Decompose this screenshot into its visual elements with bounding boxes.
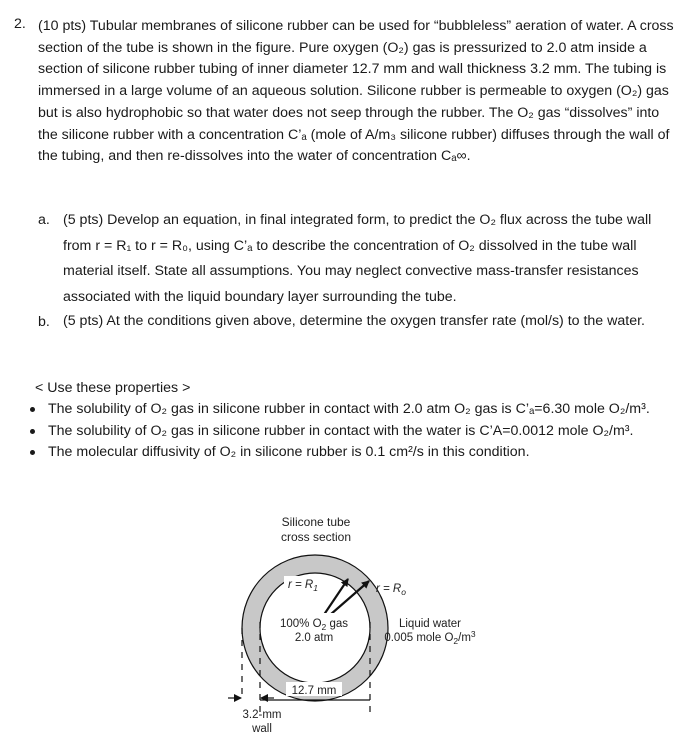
part-b-text: (5 pts) At the conditions given above, determine the oxygen transfer rate (mol/s) to the water. [63, 313, 645, 329]
property-text: The solubility of O₂ gas in silicone rubber in contact with 2.0 atm O₂ gas is C’ₐ=6.30 mole O₂/m³. [48, 401, 650, 417]
gas-label: 100% $O_2$ gas [279, 618, 349, 632]
part-a-text: (5 pts) Develop an equation, in final integrated form, to predict the O₂ flux across the tube wall from r = R₁ to r = R₀, using C’ₐ to describe the concentration of O₂ dissolved in the tube wall material itself. State all assumptions. You may neglect convective mass-transfer resistances associated with the liquid boundary layer surrounding the tube. [63, 212, 652, 306]
properties-heading: < Use these properties > [35, 380, 191, 396]
wall-label: 3.2-mm [242, 709, 282, 721]
r-outer-label: $r = R_o$ [376, 583, 406, 597]
figure-title: Silicone tube [281, 515, 351, 529]
part-a-label: a. [38, 212, 50, 228]
figure-title: cross section [280, 530, 352, 544]
water-label: Liquid water [398, 618, 462, 630]
r-inner-label: $r = R_1$ [288, 579, 318, 593]
wall-label: wall [252, 723, 272, 735]
problem-intro: (10 pts) Tubular membranes of silicone rubber can be used for “bubbleless” aeration of water. A cross section of the tube is shown in the figure. Pure oxygen (O₂) gas is pressurized to 2.0 atm inside a section of silicone rubber tubing of inner diameter 12.7 mm and wall thickness 3.2 mm. The tubing is immersed in a large volume of an aqueous solution. Silicone rubber is permeable to oxygen (O₂) gas but is also hydrophobic so that water does not seep through the rubber. The O₂ gas “dissolves” into the silicone rubber with a concentration C’ₐ (mole of A/m₃ silicone rubber) diffuses through the wall of the tubing, and then re-dissolves into the water of concentration Cₐ∞. [38, 18, 674, 165]
property-text: The solubility of O₂ gas in silicone rubber in contact with the water is C’A=0.0012 mole O₂/m³. [48, 422, 634, 439]
problem-number: 2. [14, 16, 26, 32]
gas-pressure-label: 2.0 atm [294, 632, 334, 644]
part-b-label: b. [38, 314, 50, 330]
water-concentration-label: 0.005 mole $O_2/m^3$ [384, 629, 476, 646]
property-text: The molecular diffusivity of O₂ in silicone rubber is 0.1 cm²/s in this condition. [48, 444, 530, 460]
diameter-label: 12.7 mm [291, 685, 337, 697]
